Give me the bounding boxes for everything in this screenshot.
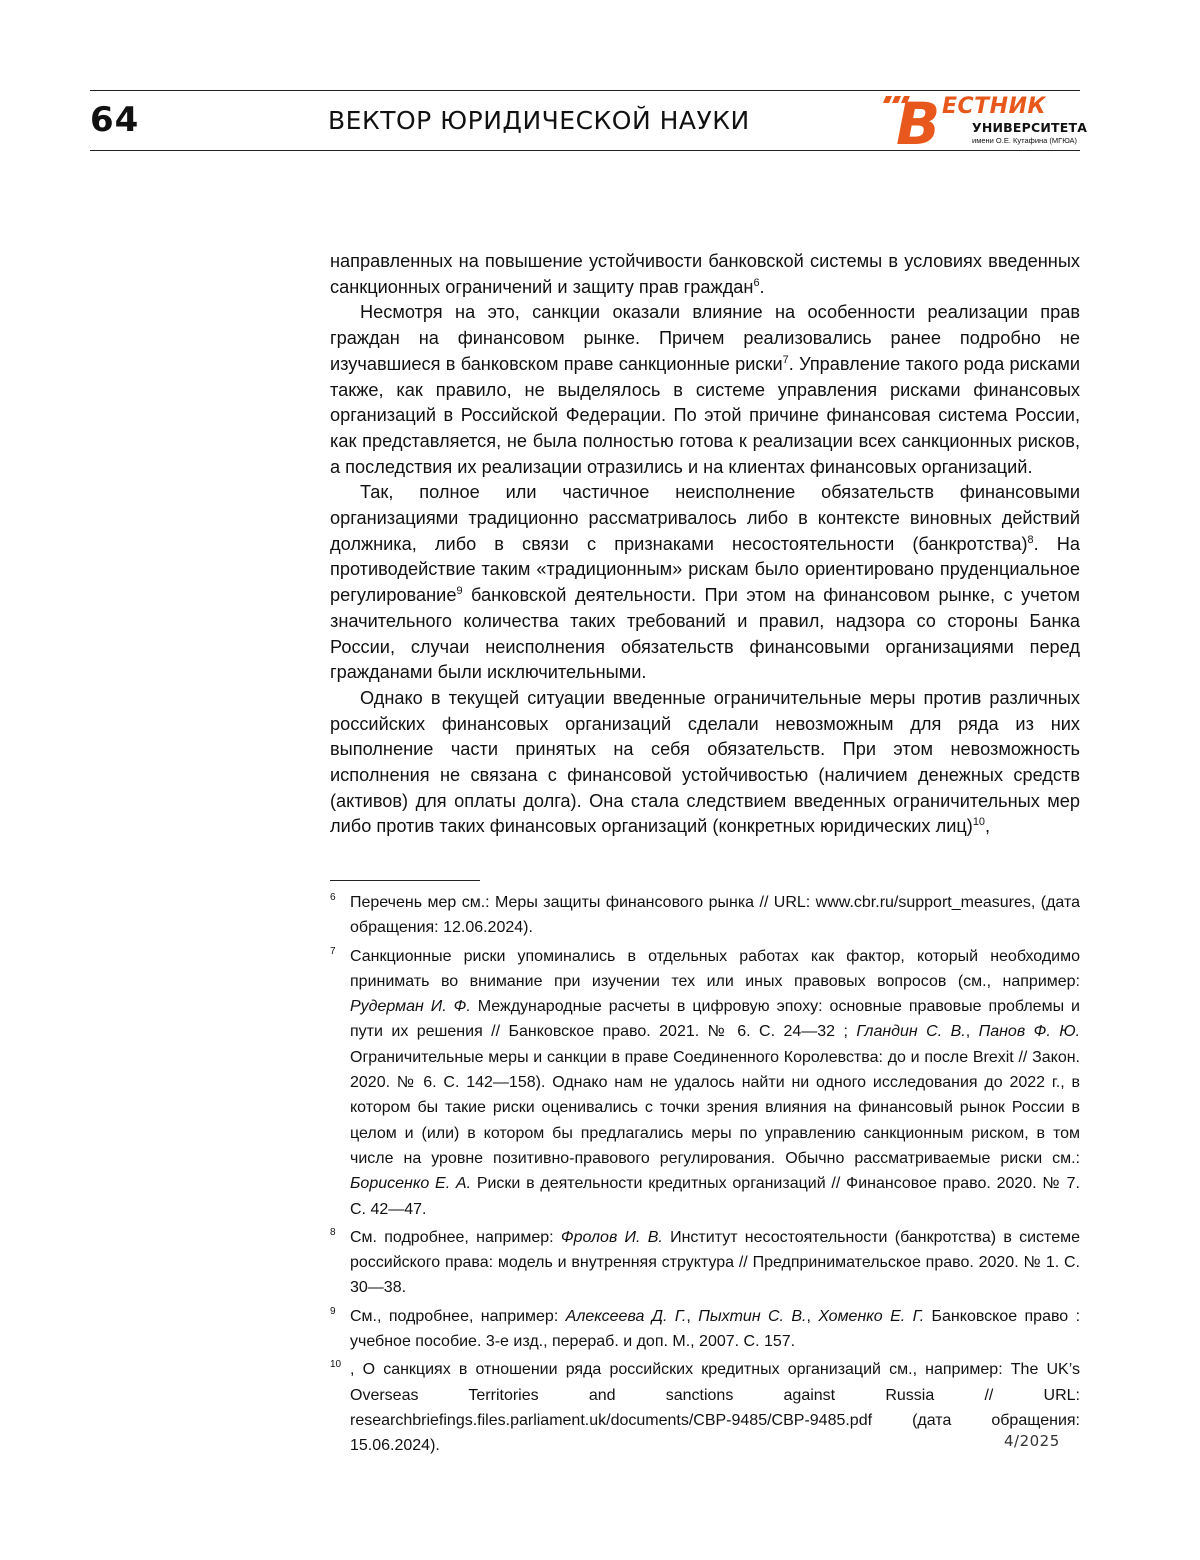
footnote-8: [330, 1225, 1080, 1301]
header-top-rule: [90, 90, 1080, 91]
paragraph-1: [330, 249, 1080, 300]
author-name: Борисенко Е. А.: [350, 1175, 471, 1192]
author-name: Хоменко Е. Г.: [818, 1308, 924, 1325]
logo-university-name: имени О.Е. Кутафина (МГЮА): [972, 136, 1077, 145]
author-name: Панов Ф. Ю.: [979, 1023, 1080, 1040]
footnote-number: 10: [330, 1357, 341, 1373]
logo-university: УНИВЕРСИТЕТА: [972, 120, 1087, 135]
footnote-ref-8: 8: [1028, 534, 1034, 546]
footnote-text: [350, 1304, 1080, 1355]
footnote-number: 8: [330, 1225, 336, 1241]
header-bottom-rule: [90, 150, 1080, 151]
footnote-number: 9: [330, 1304, 336, 1320]
author-name: Гландин С. В.: [856, 1023, 965, 1040]
footnote-6: [330, 890, 1080, 941]
footnote-9: [330, 1304, 1080, 1355]
footnote-9-text-d: Банковское право : учебное пособие. 3-е изд., перераб. и доп. М., 2007. С. 157.: [350, 1308, 1080, 1350]
footnote-number: 6: [330, 890, 336, 906]
footnote-9-text-a: См., подробнее, например:: [350, 1308, 566, 1325]
paragraph-1-text: направленных на повышение устойчивости банковской системы в условиях введенных санкционных ограничений и защиту прав граждан: [330, 251, 1080, 297]
footnote-7-text-a: Санкционные риски упоминались в отдельных работах как фактор, который необходимо принимать во внимание при изучении тех или иных правовых вопросов (см., например:: [350, 948, 1080, 990]
footnote-7: [330, 944, 1080, 1222]
footnote-text: Перечень мер см.: Меры защиты финансового рынка // URL: www.cbr.ru/support_measures, (дата обращения: 12.06.2024).: [350, 890, 1080, 941]
footnote-ref-10: 10: [973, 816, 985, 828]
journal-section-title: ВЕКТОР ЮРИДИЧЕСКОЙ НАУКИ: [328, 106, 750, 135]
footnote-7-text-b: Международные расчеты в цифровую эпоху: основные правовые проблемы и пути их решения // Банковское право. 2021. № 6. С. 24—32 ;: [350, 998, 1080, 1040]
footnote-ref-7: 7: [783, 354, 789, 366]
author-name: Фролов И. В.: [561, 1229, 663, 1246]
paragraph-2: [330, 300, 1080, 480]
footnote-text: [350, 944, 1080, 1222]
journal-logo: [880, 94, 1080, 150]
article-body: [330, 249, 1080, 840]
author-name: Пыхтин С. В.: [698, 1308, 806, 1325]
footnote-7-text-d: Ограничительные меры и санкции в праве Соединенного Королевства: до и после Brexit // Закон. 2020. № 6. С. 142—158). Однако нам не удалось найти ни одного исследования до 2022 г., в котором бы такие риски оценивались с точки зрения влияния на финансовый рынок России в целом и (или) в котором бы предлагались меры по управлению санкционным риском, в том числе на уровне позитивно-правового регулирования. Обычно рассматриваемые риски см.:: [350, 1049, 1080, 1167]
paragraph-4-text-a: Однако в текущей ситуации введенные ограничительные меры против различных российских финансовых организаций сделали невозможным для ряда из них выполнение части принятых на себя обязательств. При этом невозможность исполнения не связана с финансовой устойчивостью (наличием денежных средств (активов) для оплаты долга). Она стала следствием введенных ограничительных мер либо против таких финансовых организаций (конкретных юридических лиц): [330, 688, 1080, 837]
footnote-text: [350, 1225, 1080, 1301]
footnote-ref-9: 9: [456, 585, 462, 597]
footnote-8-text-b: Институт несостоятельности (банкротства) в системе российского права: модель и внутренняя структура // Предпринимательское право. 2020. № 1. С. 30—38.: [350, 1229, 1080, 1297]
footnote-9-text-c: ,: [807, 1308, 819, 1325]
paragraph-3-text-c: банковской деятельности. При этом на финансовом рынке, с учетом значительного количества таких требований и правил, надзора со стороны Банка России, случаи неисполнения обязательств финансовыми организациями перед гражданами были исключительными.: [330, 585, 1080, 682]
footnote-7-text-e: Риски в деятельности кредитных организаций // Финансовое право. 2020. № 7. С. 42—47.: [350, 1175, 1080, 1217]
footnote-10: [330, 1357, 1080, 1458]
footnote-9-text-b: ,: [686, 1308, 698, 1325]
paragraph-3: [330, 480, 1080, 686]
paragraph-3-text-a: Так, полное или частичное неисполнение обязательств финансовыми организациями традиционно рассматривалось либо в контексте виновных действий должника, либо в связи с признаками несостоятельности (банкротства): [330, 482, 1080, 553]
footnote-number: 7: [330, 944, 336, 960]
paragraph-2-text-a: Несмотря на это, санкции оказали влияние на особенности реализации прав граждан на финансовом рынке. Причем реализовались ранее подробно не изучавшиеся в банковском праве санкционные риски: [330, 302, 1080, 373]
paragraph-3-text-b: . На противодействие таким «традиционным» рискам было ориентировано пруденциальное регулирование: [330, 534, 1080, 605]
footnotes: [330, 890, 1080, 1462]
page-number: 64: [90, 100, 139, 140]
logo-big-letter: В: [896, 94, 940, 150]
paragraph-4: [330, 686, 1080, 840]
footnote-text: , О санкциях в отношении ряда российских кредитных организаций см., например: The UK’s Overseas Territories and sanctions against Russia // URL: researchbriefings.files.parliament.uk/documents/CBP-9485/CBP-9485.pdf (дата обращения: 15.06.2024).: [350, 1357, 1080, 1458]
paragraph-4-text-b: ,: [985, 816, 990, 836]
issue-number: 4/2025: [1004, 1432, 1060, 1450]
paragraph-1-tail: .: [760, 277, 765, 297]
running-header: [90, 86, 1080, 152]
paragraph-2-text-b: . Управление такого рода рисками также, как правило, не выделялось в системе управления рисками финансовых организаций в Российской Федерации. По этой причине финансовая система России, как представляется, не была полностью готова к реализации всех санкционных рисков, а последствия их реализации отразились и на клиентах финансовых организаций.: [330, 354, 1080, 477]
logo-word: ЕСТНИК: [942, 94, 1046, 119]
author-name: Алексеева Д. Г.: [566, 1308, 687, 1325]
footnote-ref-6: 6: [753, 277, 759, 289]
footnote-7-text-c: ,: [966, 1023, 979, 1040]
footnote-8-text-a: См. подробнее, например:: [350, 1229, 561, 1246]
author-name: Рудерман И. Ф.: [350, 998, 471, 1015]
footnote-separator: [330, 880, 480, 881]
